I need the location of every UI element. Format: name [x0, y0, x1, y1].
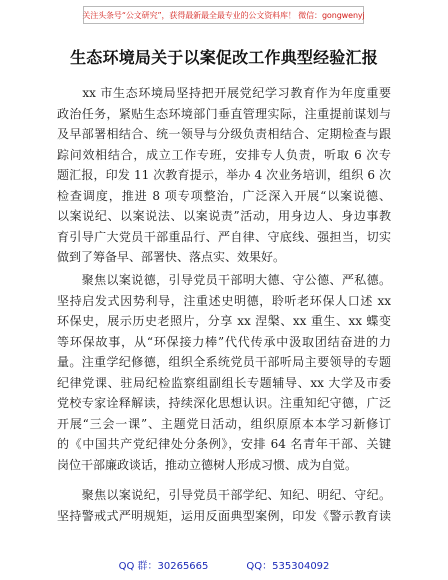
- qq-text: QQ：535304092: [246, 561, 330, 572]
- paragraph-line: 坚持警戒式严明规矩，运用反面典型案例，印发《警示教育读: [57, 508, 391, 523]
- promo-banner: [83, 6, 364, 24]
- paragraph-line: 政治任务，紧贴生态环境部门垂直管理实际，注重提前谋划与: [57, 106, 391, 121]
- paragraph-line: 等环保故事，从“环保接力棒”代代传承中汲取团结奋进的力: [57, 334, 391, 349]
- paragraph-line: 岗位干部廉政谈话，推动立德树人形成习惯、成为自觉。: [57, 457, 358, 472]
- paragraph-line: 开展“三会一课”、主题党日活动，组织原原本本学习新修订: [57, 416, 391, 431]
- paragraph-line: 做到了筹备早、部署快、落点实、效果好。: [57, 250, 286, 264]
- paragraph-line: 纪律党课、驻局纪检监察组副组长专题辅导、xx 大学及市委: [57, 375, 391, 390]
- paragraph-1: [57, 83, 391, 268]
- paragraph-line: 量。注重学纪修德，组织全系统党员干部听局主要领导的专题: [57, 355, 391, 369]
- paragraph-line: xx 市生态环境局坚持把开展党纪学习教育作为年度重要: [57, 86, 391, 100]
- paragraph-line: 以案说纪、以案说法、以案说责”活动，用身边人、身边事教: [57, 209, 391, 223]
- paragraph-line: 环保史，展示历史老照片，分享 xx 涅槃、xx 重生、xx 蝶变: [57, 314, 391, 328]
- paragraph-3: [57, 485, 391, 526]
- promo-banner-text: 关注头条号“公文研究”，获得最新最全最专业的公文资料库！ 微信：gongwenyj: [82, 10, 365, 20]
- paragraph-2: [57, 270, 391, 475]
- paragraph-line: 党校专家诠释解读，持续深化思想认识。注重知纪守德，广泛: [57, 396, 391, 410]
- paragraph-line: 聚焦以案说德，引导党员干部明大德、守公德、严私德。: [57, 273, 391, 287]
- paragraph-line: 的《中国共产党纪律处分条例》，安排 64 名青年干部、关键: [57, 437, 391, 451]
- paragraph-line: 育引导广大党员干部重品行、严自律、守底线、强担当，切实: [57, 229, 391, 244]
- paragraph-line: 聚焦以案说纪，引导党员干部学纪、知纪、明纪、守纪。: [57, 488, 391, 502]
- paragraph-line: 检查调度，推进 8 项专项整治，广泛深入开展“以案说德、: [57, 188, 391, 203]
- paragraph-line: 题汇报，印发 11 次教育提示，举办 4 次业务培训，组织 6 次: [57, 168, 391, 182]
- contact-footer: [0, 557, 448, 572]
- paragraph-line: 坚持启发式因势利导，注重述史明德，聆听老环保人口述 xx: [57, 293, 391, 308]
- qq-group-text: QQ 群：30265665: [118, 561, 209, 572]
- document-title: 生态环境局关于以案促改工作典型经验汇报: [70, 48, 378, 67]
- paragraph-line: 踪问效相结合，成立工作专班，安排专人负责，听取 6 次专: [57, 147, 391, 162]
- paragraph-line: 及早部署相结合、统一领导与分级负责相结合、定期检查与跟: [57, 127, 391, 141]
